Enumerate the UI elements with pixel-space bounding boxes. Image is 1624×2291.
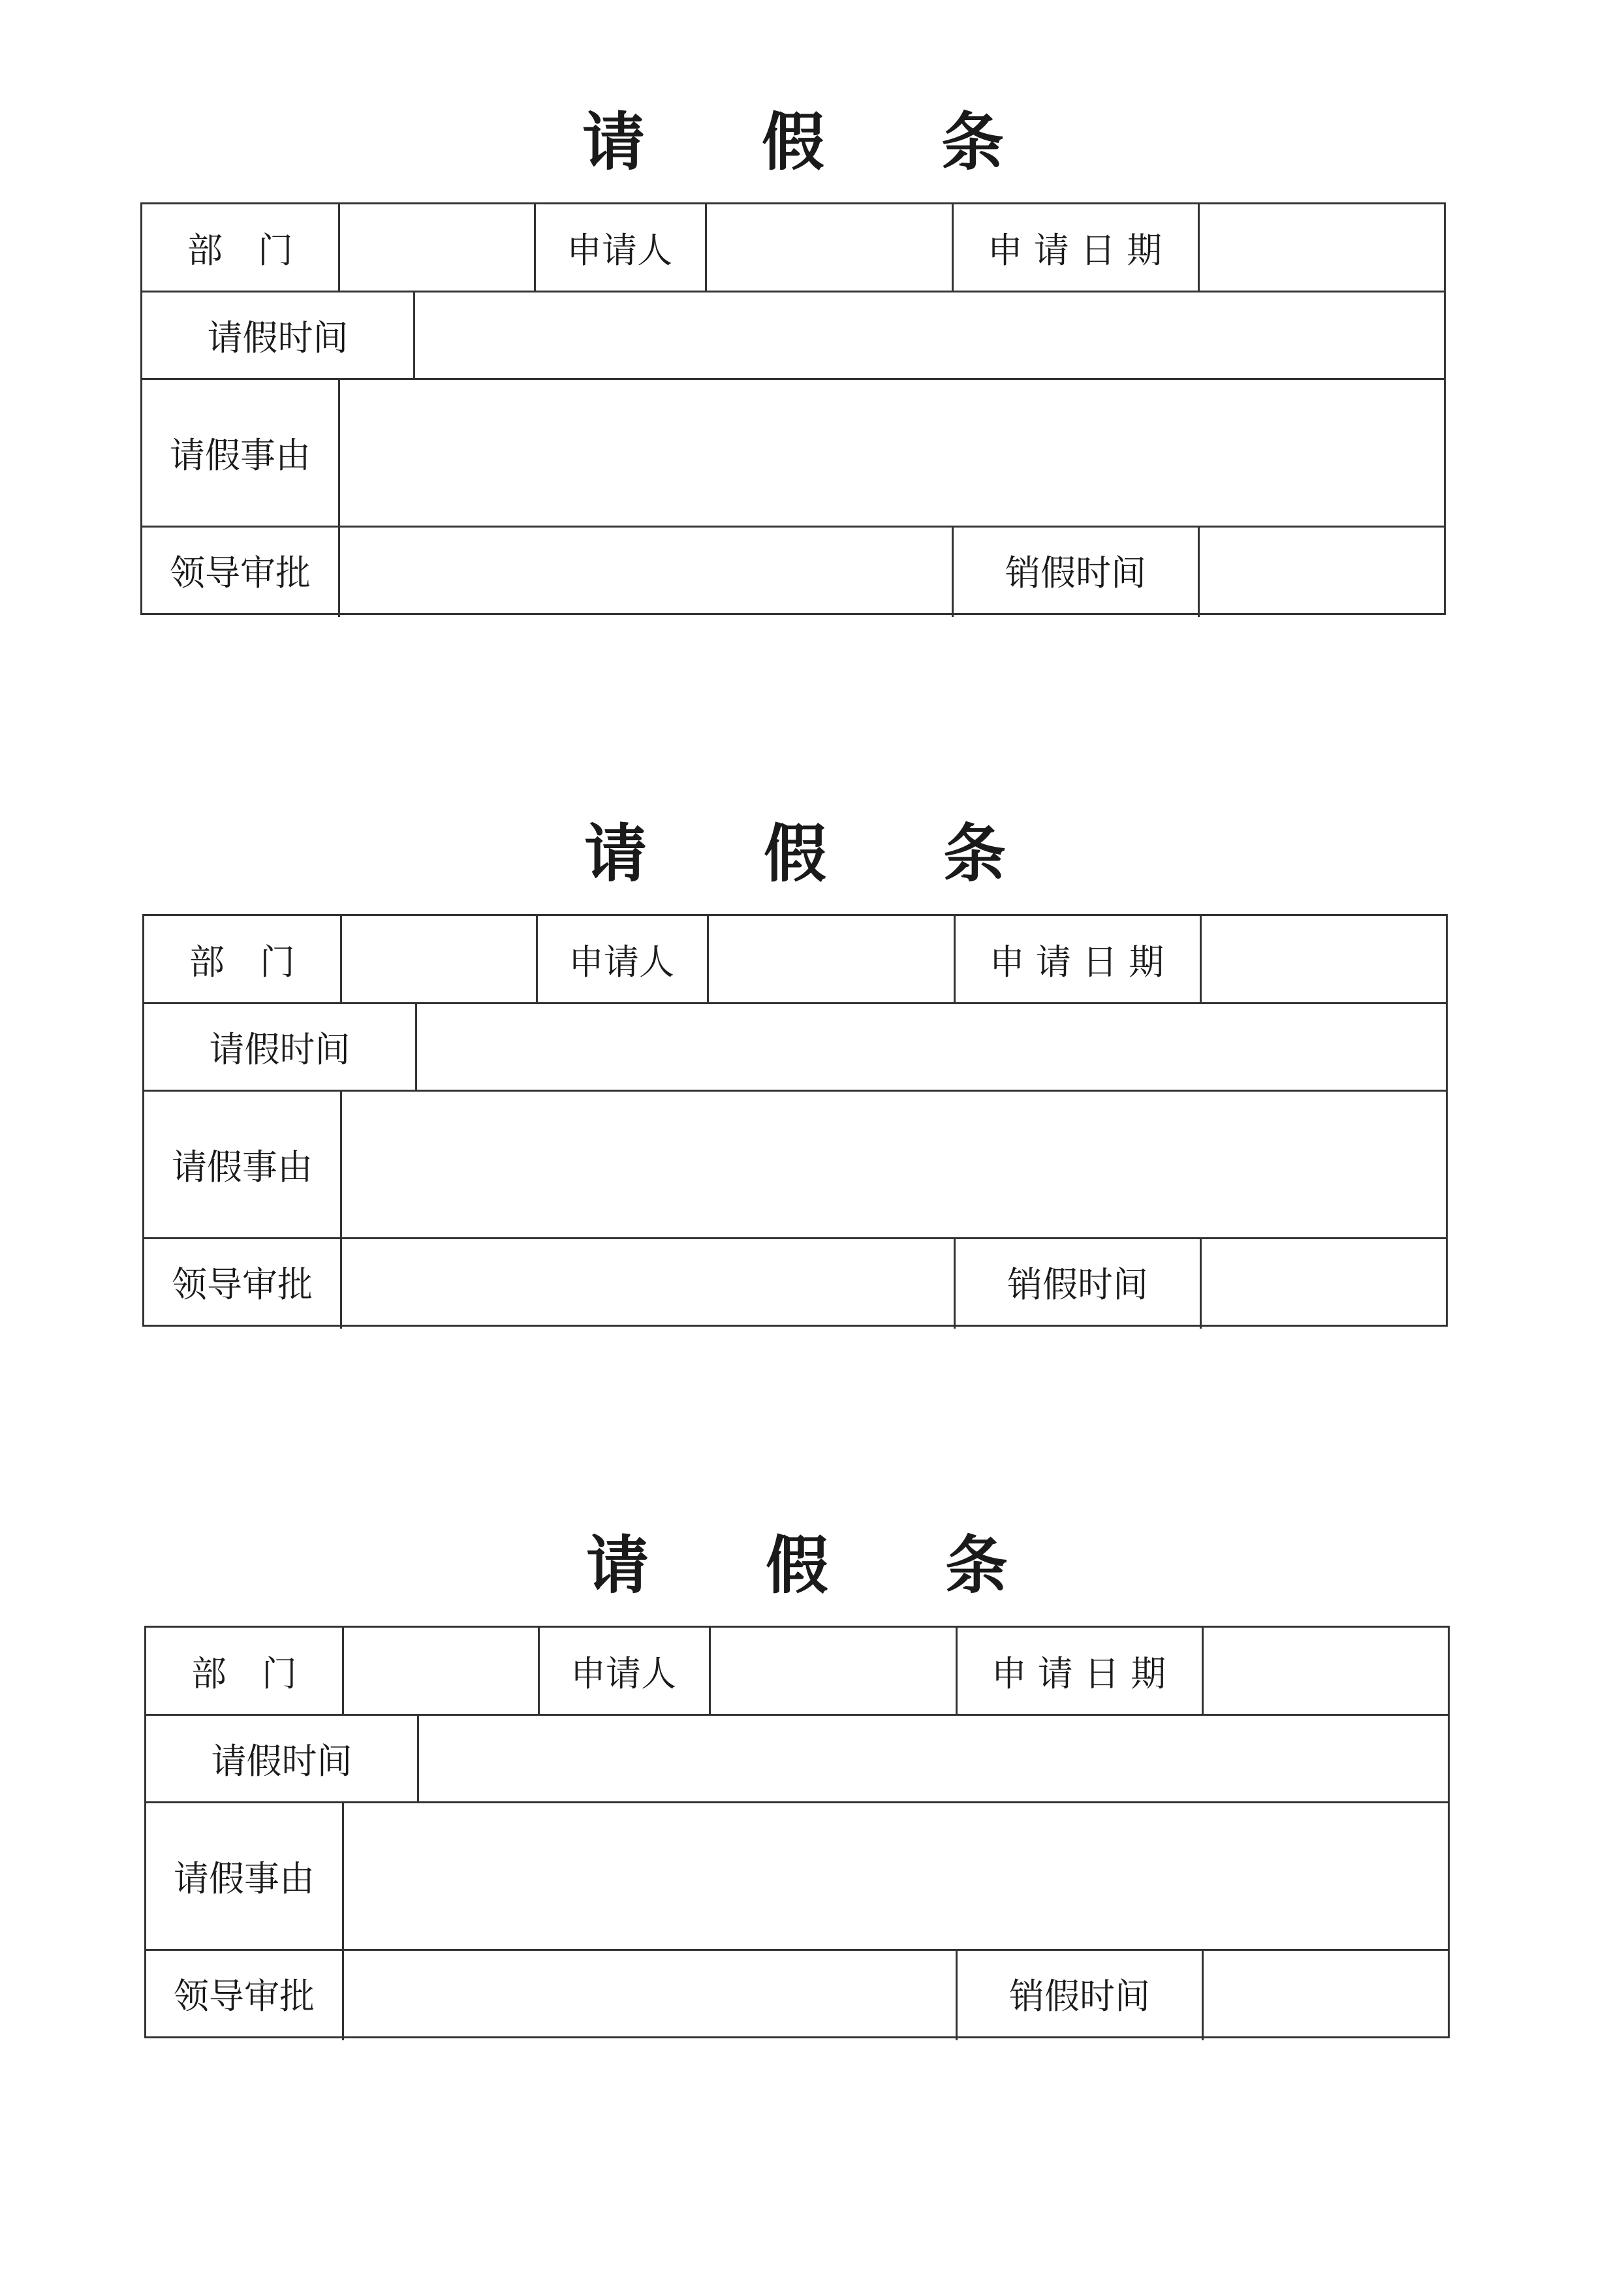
title-char: 条 xyxy=(945,1528,1008,1602)
return-time-label: 销假时间 xyxy=(1009,1976,1150,2017)
department-label: 部 门 xyxy=(191,1652,297,1694)
applicant-field[interactable] xyxy=(711,1628,956,1714)
applicant-label: 申请人 xyxy=(570,1652,676,1694)
leave-time-label: 请假时间 xyxy=(207,317,349,358)
return-time-label: 销假时间 xyxy=(1005,552,1146,593)
apply-date-label: 申 请 日 期 xyxy=(987,229,1163,271)
title-char: 假 xyxy=(766,1528,828,1602)
department-label: 部 门 xyxy=(187,229,293,271)
leader-approval-field[interactable] xyxy=(342,1239,954,1325)
applicant-label: 申请人 xyxy=(567,229,672,271)
title-char: 假 xyxy=(764,816,826,891)
leave-time-field[interactable] xyxy=(419,1716,1448,1801)
leave-reason-label: 请假事由 xyxy=(172,1146,313,1188)
title-char: 假 xyxy=(762,104,824,179)
form-table xyxy=(140,202,1446,615)
form-table xyxy=(144,1626,1450,2038)
leader-approval-field[interactable] xyxy=(340,528,952,613)
applicant-label: 申请人 xyxy=(569,941,674,983)
return-time-field[interactable] xyxy=(1200,528,1444,613)
leader-approval-label: 领导审批 xyxy=(174,1976,315,2017)
apply-date-field[interactable] xyxy=(1204,1628,1448,1714)
leader-approval-label: 领导审批 xyxy=(170,552,311,593)
form-title xyxy=(144,1502,1450,1619)
title-char: 条 xyxy=(943,816,1006,891)
leave-reason-field[interactable] xyxy=(340,380,1444,526)
form-title xyxy=(140,78,1446,196)
leave-reason-label: 请假事由 xyxy=(174,1858,315,1899)
applicant-field[interactable] xyxy=(707,204,952,291)
leave-time-label: 请假时间 xyxy=(209,1029,351,1070)
leave-reason-label: 请假事由 xyxy=(170,435,311,476)
department-field[interactable] xyxy=(344,1628,538,1714)
leave-time-field[interactable] xyxy=(415,292,1444,378)
form-table xyxy=(142,914,1448,1327)
title-char: 请 xyxy=(586,1528,649,1602)
return-time-field[interactable] xyxy=(1204,1951,1448,2036)
apply-date-field[interactable] xyxy=(1200,204,1444,291)
return-time-field[interactable] xyxy=(1202,1239,1446,1325)
applicant-field[interactable] xyxy=(709,916,954,1002)
department-label: 部 门 xyxy=(189,941,295,983)
leader-approval-label: 领导审批 xyxy=(172,1264,313,1305)
leader-approval-field[interactable] xyxy=(344,1951,956,2036)
leave-time-label: 请假时间 xyxy=(211,1741,352,1782)
form-title xyxy=(142,790,1448,908)
leave-reason-field[interactable] xyxy=(344,1803,1448,1949)
return-time-label: 销假时间 xyxy=(1007,1264,1148,1305)
leave-time-field[interactable] xyxy=(417,1004,1446,1090)
department-field[interactable] xyxy=(340,204,534,291)
leave-reason-field[interactable] xyxy=(342,1092,1446,1237)
title-char: 请 xyxy=(584,816,647,891)
apply-date-field[interactable] xyxy=(1202,916,1446,1002)
department-field[interactable] xyxy=(342,916,536,1002)
apply-date-label: 申 请 日 期 xyxy=(989,941,1164,983)
title-char: 请 xyxy=(582,104,645,179)
apply-date-label: 申 请 日 期 xyxy=(991,1652,1166,1694)
title-char: 条 xyxy=(941,104,1004,179)
